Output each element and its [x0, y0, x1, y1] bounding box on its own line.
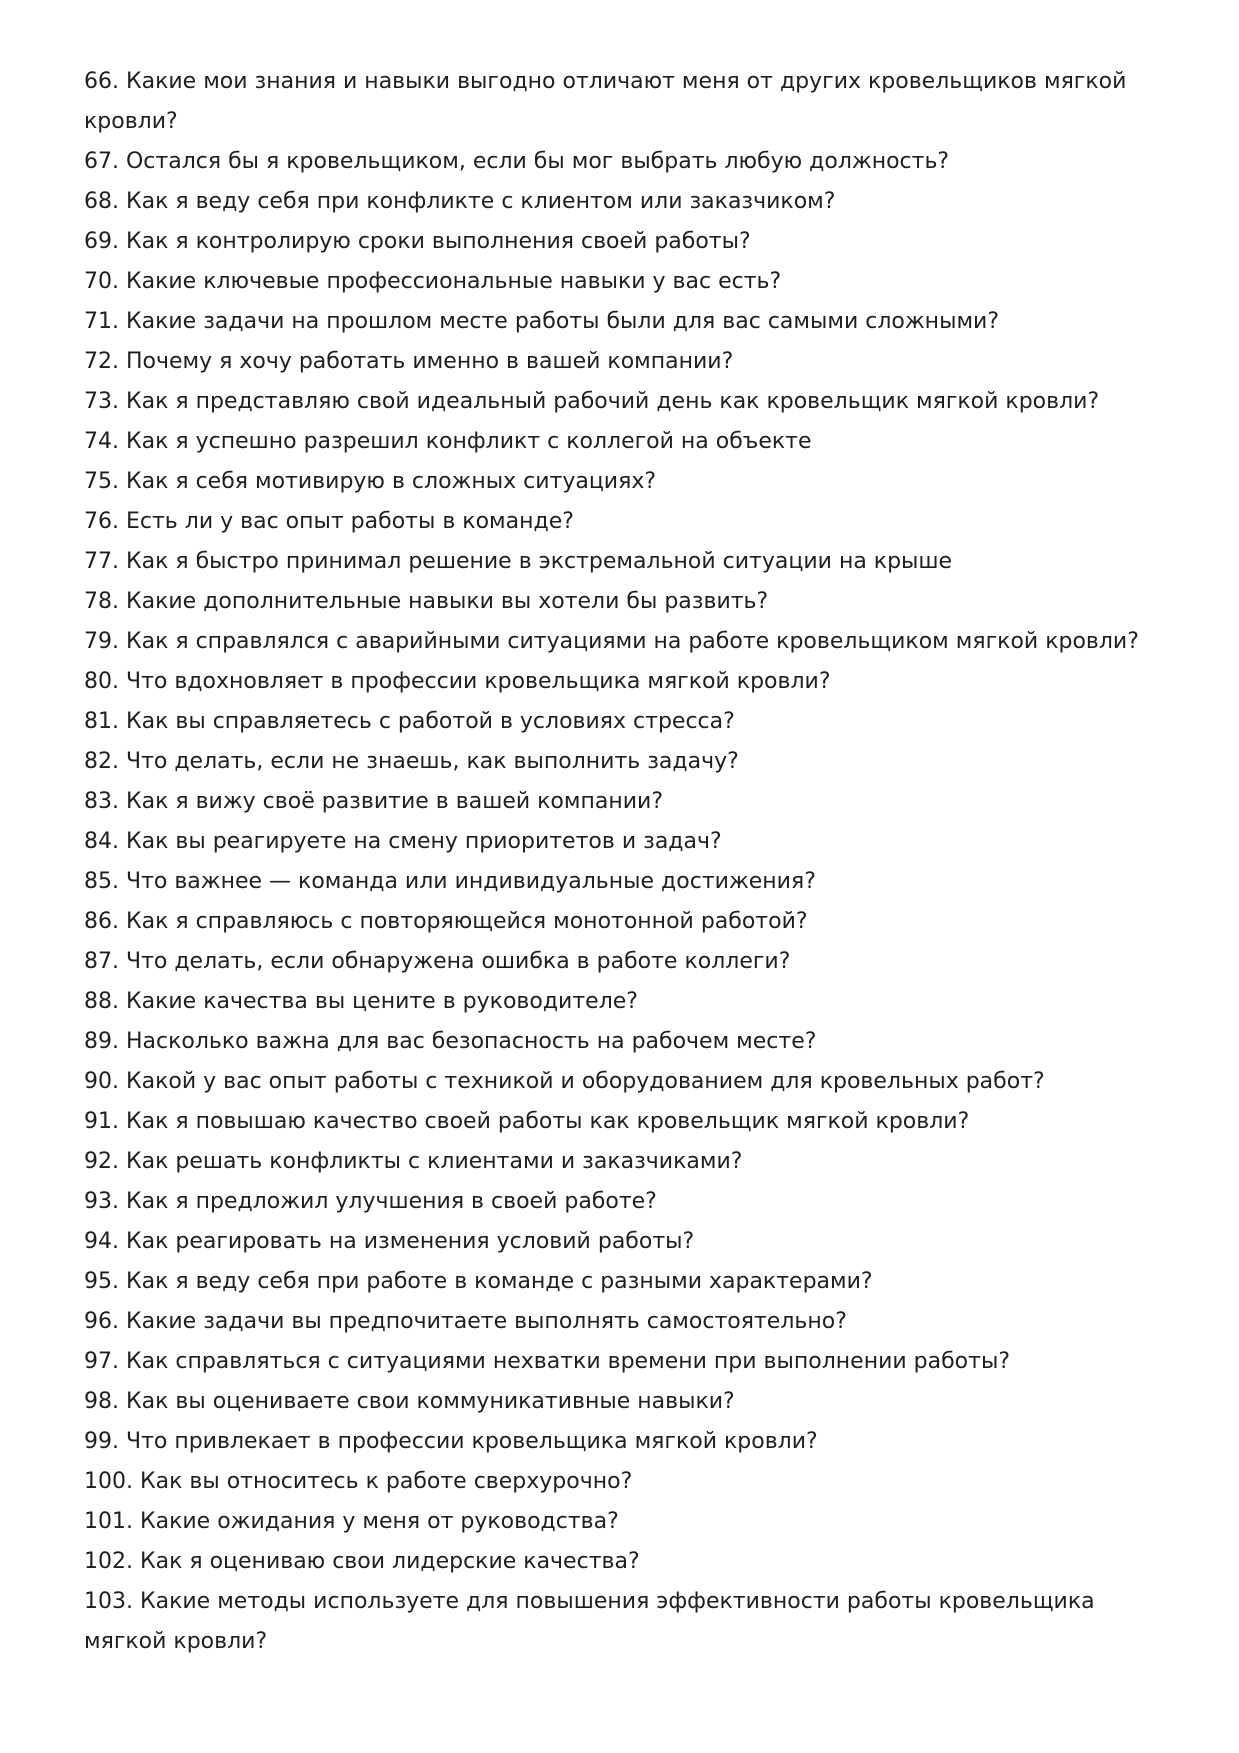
question-item: 103. Какие методы используете для повышения эффективности работы кровельщика мягкой кровли?: [84, 1589, 1095, 1654]
question-item: 76. Есть ли у вас опыт работы в команде?: [84, 509, 574, 534]
question-item: 83. Как я вижу своё развитие в вашей компании?: [84, 789, 664, 814]
question-item: 92. Как решать конфликты с клиентами и заказчиками?: [84, 1149, 743, 1174]
question-item: 78. Какие дополнительные навыки вы хотели бы развить?: [84, 589, 769, 614]
question-item: 91. Как я повышаю качество своей работы как кровельщик мягкой кровли?: [84, 1109, 970, 1134]
question-item: 95. Как я веду себя при работе в команде с разными характерами?: [84, 1269, 873, 1294]
question-item: 86. Как я справляюсь с повторяющейся монотонной работой?: [84, 909, 808, 934]
question-item: 81. Как вы справляетесь с работой в условиях стресса?: [84, 709, 735, 734]
question-item: 90. Какой у вас опыт работы с техникой и оборудованием для кровельных работ?: [84, 1069, 1045, 1094]
question-item: 102. Как я оцениваю свои лидерские качества?: [84, 1549, 640, 1574]
question-item: 85. Что важнее — команда или индивидуальные достижения?: [84, 869, 816, 894]
question-item: 74. Как я успешно разрешил конфликт с коллегой на объекте: [84, 429, 812, 454]
question-item: 69. Как я контролирую сроки выполнения своей работы?: [84, 229, 751, 254]
question-item: 99. Что привлекает в профессии кровельщика мягкой кровли?: [84, 1429, 818, 1454]
question-item: 68. Как я веду себя при конфликте с клиентом или заказчиком?: [84, 189, 836, 214]
question-item: 97. Как справляться с ситуациями нехватки времени при выполнении работы?: [84, 1349, 1011, 1374]
question-item: 71. Какие задачи на прошлом месте работы были для вас самыми сложными?: [84, 309, 1000, 334]
question-item: 75. Как я себя мотивирую в сложных ситуациях?: [84, 469, 657, 494]
question-item: 70. Какие ключевые профессиональные навыки у вас есть?: [84, 269, 782, 294]
question-item: 94. Как реагировать на изменения условий работы?: [84, 1229, 695, 1254]
question-item: 66. Какие мои знания и навыки выгодно отличают меня от других кровельщиков мягкой кровли?: [84, 69, 1127, 134]
question-item: 87. Что делать, если обнаружена ошибка в работе коллеги?: [84, 949, 791, 974]
question-item: 72. Почему я хочу работать именно в вашей компании?: [84, 349, 734, 374]
question-item: 101. Какие ожидания у меня от руководства?: [84, 1509, 619, 1534]
question-item: 73. Как я представляю свой идеальный рабочий день как кровельщик мягкой кровли?: [84, 389, 1100, 414]
question-item: 93. Как я предложил улучшения в своей работе?: [84, 1189, 657, 1214]
question-list: [84, 62, 1174, 1662]
question-item: 80. Что вдохновляет в профессии кровельщика мягкой кровли?: [84, 669, 831, 694]
question-item: 67. Остался бы я кровельщиком, если бы мог выбрать любую должность?: [84, 149, 950, 174]
question-item: 88. Какие качества вы цените в руководителе?: [84, 989, 638, 1014]
question-item: 77. Как я быстро принимал решение в экстремальной ситуации на крыше: [84, 549, 953, 574]
question-item: 100. Как вы относитесь к работе сверхурочно?: [84, 1469, 633, 1494]
question-item: 82. Что делать, если не знаешь, как выполнить задачу?: [84, 749, 739, 774]
question-item: 79. Как я справлялся с аварийными ситуациями на работе кровельщиком мягкой кровли?: [84, 629, 1139, 654]
question-item: 98. Как вы оцениваете свои коммуникативные навыки?: [84, 1389, 735, 1414]
question-item: 84. Как вы реагируете на смену приоритетов и задач?: [84, 829, 722, 854]
question-item: 89. Насколько важна для вас безопасность на рабочем месте?: [84, 1029, 817, 1054]
question-item: 96. Какие задачи вы предпочитаете выполнять самостоятельно?: [84, 1309, 847, 1334]
